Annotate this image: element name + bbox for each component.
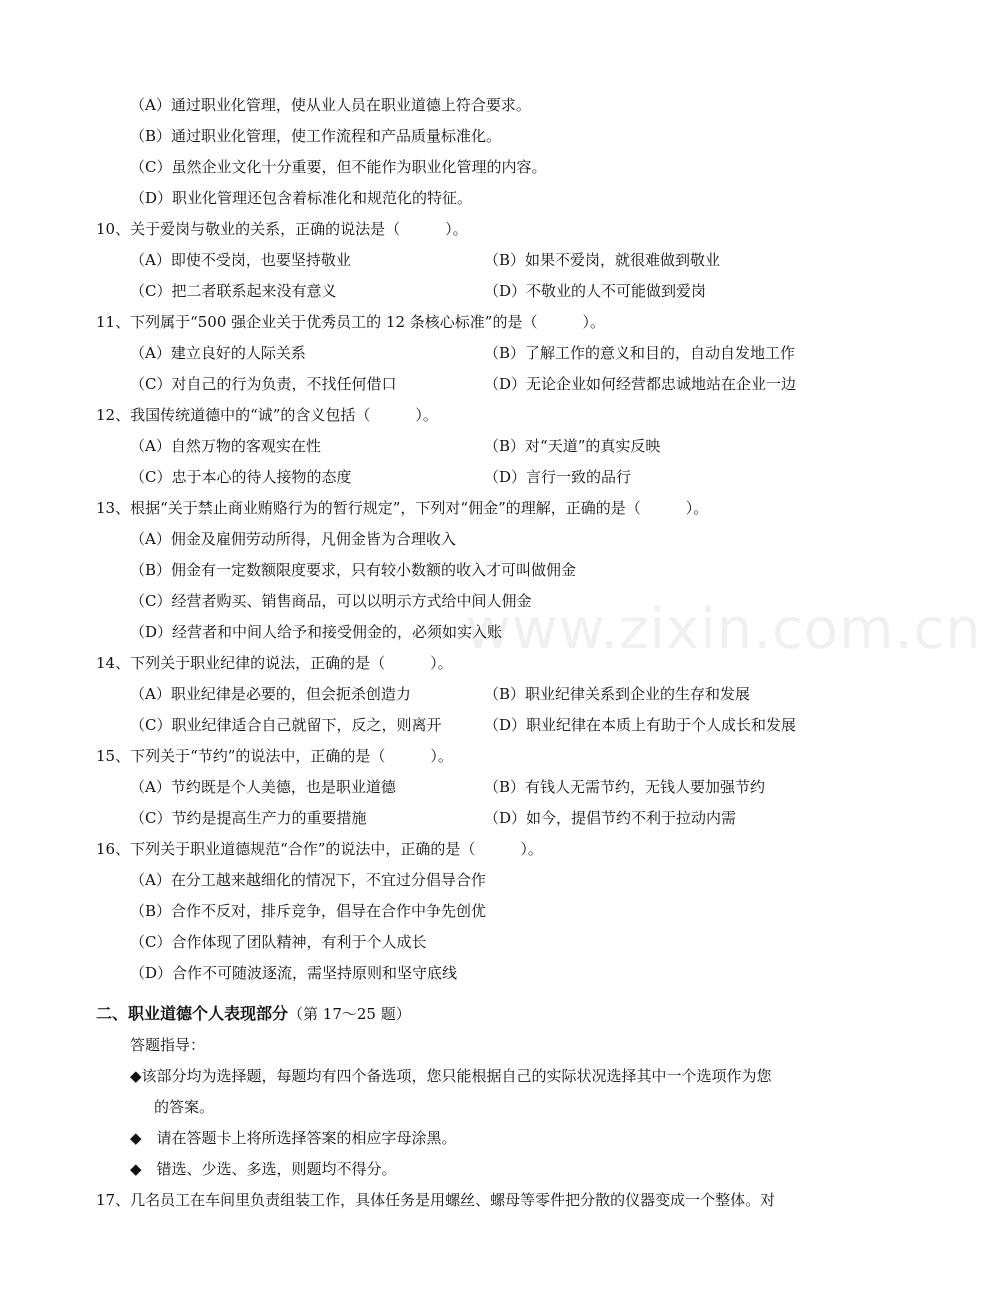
- q9-option-a: （A）通过职业化管理，使从业人员在职业道德上符合要求。: [130, 96, 531, 114]
- q9-option-b: （B）通过职业化管理，使工作流程和产品质量标准化。: [130, 127, 502, 145]
- q12-option-d: （D）言行一致的品行: [484, 468, 632, 486]
- q14-option-a: （A）职业纪律是必要的，但会扼杀创造力: [130, 685, 411, 703]
- watermark: www.zixin.com.cn: [465, 597, 982, 662]
- q15-stem: 15、下列关于“节约”的说法中，正确的是（ ）。: [96, 747, 453, 765]
- q15-option-d: （D）如今，提倡节约不利于拉动内需: [484, 809, 737, 827]
- q10-option-c: （C）把二者联系起来没有意义: [130, 282, 337, 300]
- q10-option-d: （D）不敬业的人不可能做到爱岗: [484, 282, 707, 300]
- q15-option-c: （C）节约是提高生产力的重要措施: [130, 809, 367, 827]
- q12-option-c: （C）忠于本心的待人接物的态度: [130, 468, 352, 486]
- guide-bullet-3: ◆ 错选、少选、多选，则题均不得分。: [130, 1160, 397, 1178]
- q11-stem: 11、下列属于“500 强企业关于优秀员工的 12 条核心标准”的是（ ）。: [96, 313, 605, 331]
- q14-option-b: （B）职业纪律关系到企业的生存和发展: [484, 685, 751, 703]
- q13-option-b: （B）佣金有一定数额限度要求，只有较小数额的收入才可叫做佣金: [130, 561, 577, 579]
- section-2-range: （第 17～25 题）: [288, 1005, 411, 1023]
- q12-stem: 12、我国传统道德中的“诚”的含义包括（ ）。: [96, 406, 438, 424]
- q10-option-b: （B）如果不爱岗，就很难做到敬业: [484, 251, 721, 269]
- q14-option-d: （D）职业纪律在本质上有助于个人成长和发展: [484, 716, 797, 734]
- q13-stem: 13、根据“关于禁止商业贿赂行为的暂行规定”，下列对“佣金”的理解，正确的是（ ）。: [96, 499, 709, 517]
- q12-option-a: （A）自然万物的客观实在性: [130, 437, 321, 455]
- q16-option-b: （B）合作不反对，排斥竞争，倡导在合作中争先创优: [130, 902, 487, 920]
- q15-option-a: （A）节约既是个人美德，也是职业道德: [130, 778, 396, 796]
- q13-option-d: （D）经营者和中间人给予和接受佣金的，必须如实入账: [130, 623, 503, 641]
- q14-stem: 14、下列关于职业纪律的说法，正确的是（ ）。: [96, 654, 453, 672]
- q11-option-d: （D）无论企业如何经营都忠诚地站在企业一边: [484, 375, 797, 393]
- q16-stem: 16、下列关于职业道德规范“合作”的说法中，正确的是（ ）。: [96, 840, 543, 858]
- q14-option-c: （C）职业纪律适合自己就留下，反之，则离开: [130, 716, 442, 734]
- q9-option-d: （D）职业化管理还包含着标准化和规范化的特征。: [130, 189, 473, 207]
- guide-bullet-2: ◆ 请在答题卡上将所选择答案的相应字母涂黑。: [130, 1129, 457, 1147]
- q16-option-a: （A）在分工越来越细化的情况下，不宜过分倡导合作: [130, 871, 486, 889]
- guide-bullet-1-cont: 的答案。: [154, 1098, 215, 1116]
- q10-stem: 10、关于爱岗与敬业的关系，正确的说法是（ ）。: [96, 220, 468, 238]
- q16-option-c: （C）合作体现了团队精神，有利于个人成长: [130, 933, 427, 951]
- q9-option-c: （C）虽然企业文化十分重要，但不能作为职业化管理的内容。: [130, 158, 547, 176]
- q13-option-a: （A）佣金及雇佣劳动所得，凡佣金皆为合理收入: [130, 530, 456, 548]
- q11-option-a: （A）建立良好的人际关系: [130, 344, 306, 362]
- q17-stem: 17、几名员工在车间里负责组装工作，具体任务是用螺丝、螺母等零件把分散的仪器变成一个整体。对: [96, 1191, 776, 1209]
- q15-option-b: （B）有钱人无需节约，无钱人要加强节约: [484, 778, 766, 796]
- q13-option-c: （C）经营者购买、销售商品，可以以明示方式给中间人佣金: [130, 592, 532, 610]
- q11-option-b: （B）了解工作的意义和目的，自动自发地工作: [484, 344, 796, 362]
- section-2-heading: [96, 998, 411, 1029]
- section-2-title: 二、职业道德个人表现部分: [96, 1004, 289, 1023]
- q16-option-d: （D）合作不可随波逐流，需坚持原则和坚守底线: [130, 964, 458, 982]
- q12-option-b: （B）对“天道”的真实反映: [484, 437, 661, 455]
- q10-option-a: （A）即使不受岗，也要坚持敬业: [130, 251, 351, 269]
- q11-option-c: （C）对自己的行为负责，不找任何借口: [130, 375, 397, 393]
- answer-guide-label: 答题指导：: [130, 1036, 206, 1054]
- guide-bullet-1: ◆该部分均为选择题，每题均有四个备选项，您只能根据自己的实际状况选择其中一个选项作为您: [130, 1067, 772, 1085]
